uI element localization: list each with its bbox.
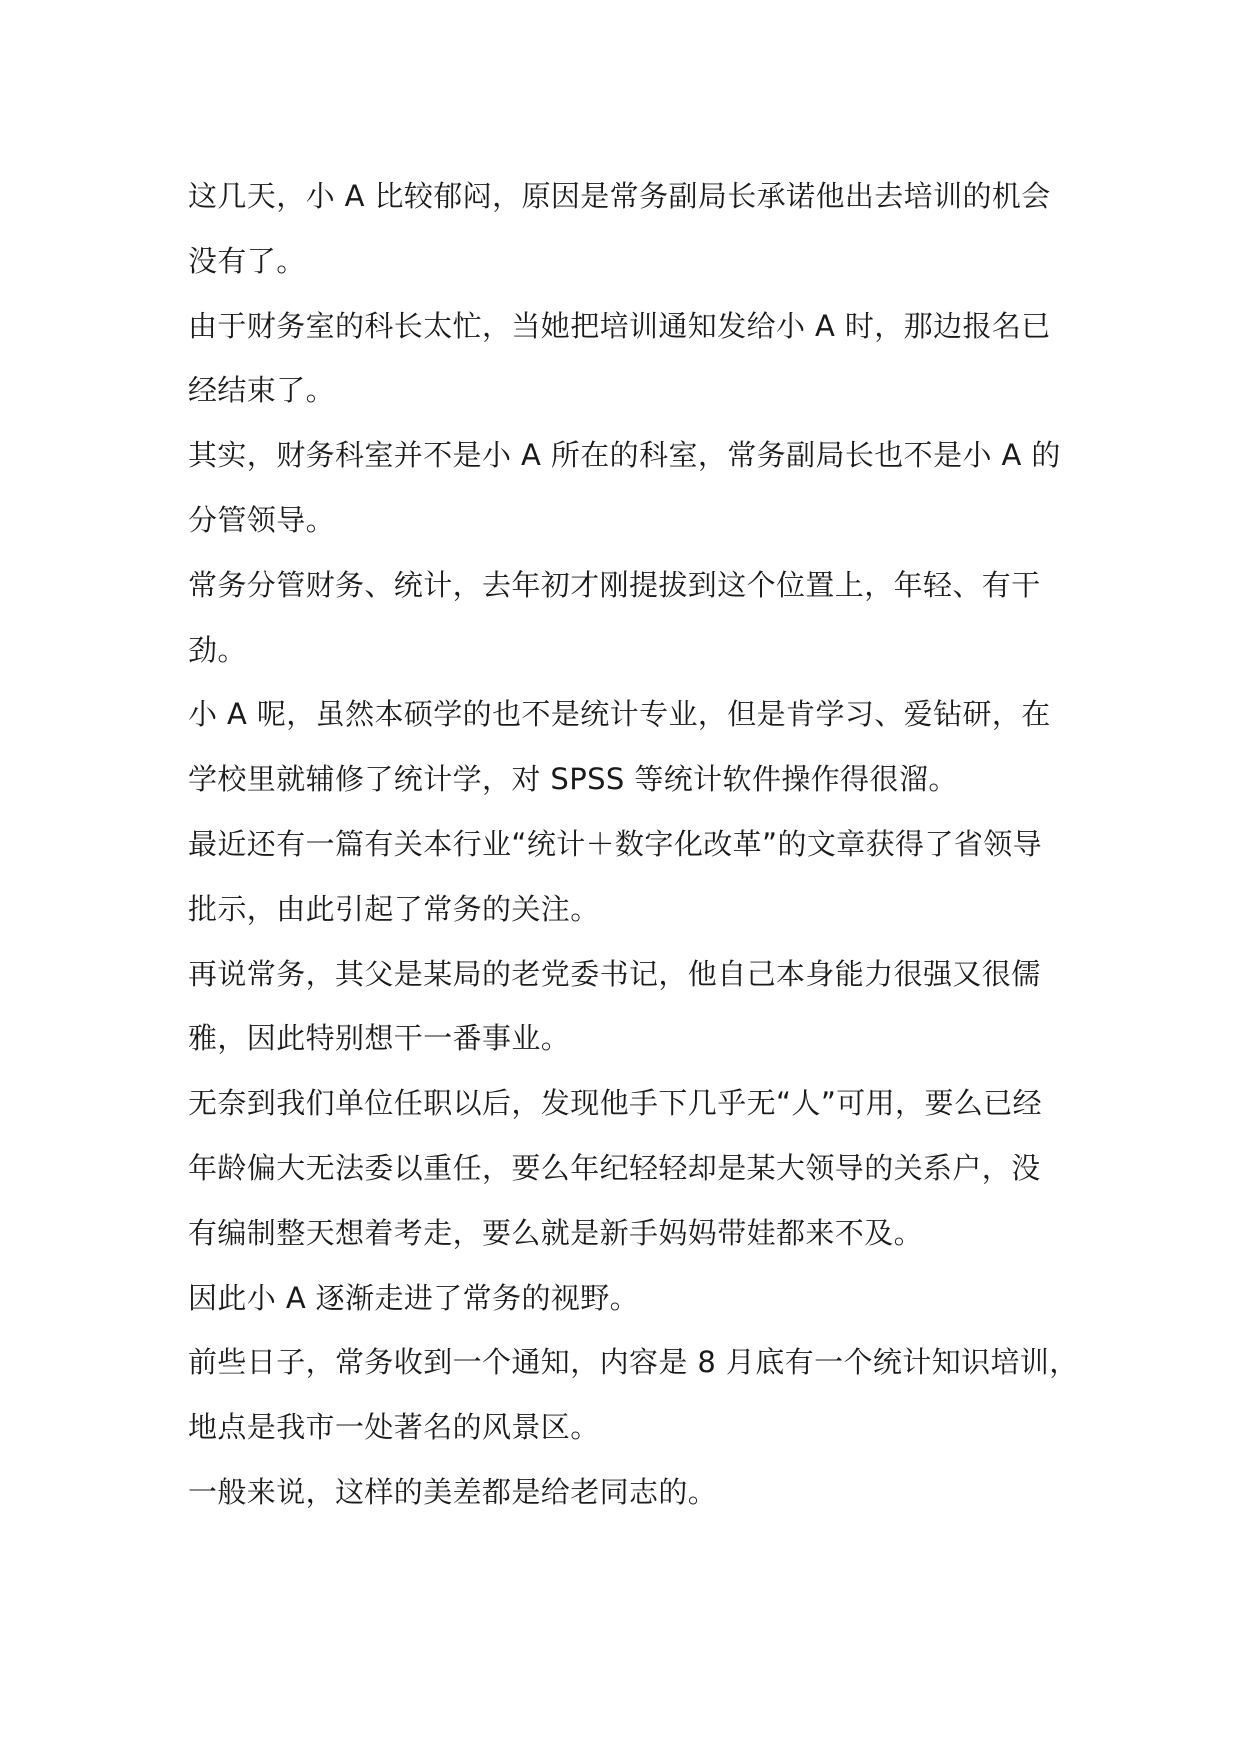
paragraph-3: 其实，财务科室并不是小 A 所在的科室，常务副局长也不是小 A 的 分管领导。 (188, 438, 1061, 537)
paragraph-6: 最近还有一篇有关本行业“统计＋数字化改革”的文章获得了省领导 批示，由此引起了常务的关注。 (188, 826, 1043, 926)
paragraph-8: 无奈到我们单位任职以后，发现他手下几乎无“人”可用，要么已经 年龄偏大无法委以重任，要么年纪轻轻却是某大领导的关系户，没 有编制整天想着考走，要么就是新手妈妈带娃都来不及。 (188, 1086, 1043, 1250)
paragraph-7: 再说常务，其父是某局的老党委书记，他自己本身能力很强又很儒 雅，因此特别想干一番事业。 (188, 956, 1041, 1056)
paragraph-9: 因此小 A 逐渐走进了常务的视野。 (188, 1280, 640, 1315)
paragraph-10: 前些日子，常务收到一个通知，内容是 8 月底有一个统计知识培训， 地点是我市一处著名的风景区。 (188, 1345, 1079, 1445)
paragraph-11: 一般来说，这样的美差都是给老同志的。 (188, 1474, 718, 1509)
paragraph-5: 小 A 呢，虽然本硕学的也不是统计专业，但是肯学习、爱钻研，在 学校里就辅修了统计学，对 SPSS 等统计软件操作得很溜。 (188, 697, 1051, 797)
article-body (188, 164, 1093, 1525)
paragraph-4: 常务分管财务、统计，去年初才刚提拔到这个位置上，年轻、有干 劲。 (188, 567, 1041, 667)
paragraph-1: 这几天，小 A 比较郁闷，原因是常务副局长承诺他出去培训的机会 没有了。 (188, 179, 1051, 278)
paragraph-2: 由于财务室的科长太忙，当她把培训通知发给小 A 时，那边报名已 经结束了。 (188, 308, 1051, 408)
